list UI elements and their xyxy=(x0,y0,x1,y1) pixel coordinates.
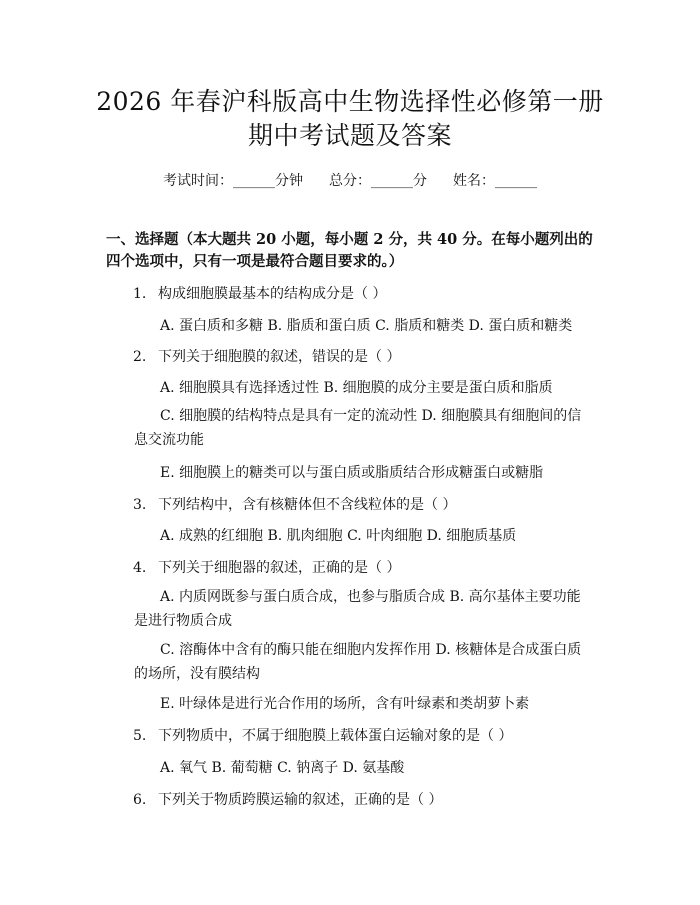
question xyxy=(133,789,442,809)
question-stem: 下列关于细胞器的叙述，正确的是（ ） xyxy=(158,560,401,576)
question-options: A. 氧气 B. 葡萄糖 C. 钠离子 D. 氨基酸 xyxy=(160,760,405,776)
question-stem: 下列关于物质跨膜运输的叙述，正确的是（ ） xyxy=(158,792,443,808)
total-score-field: 总分：______分 xyxy=(329,173,427,189)
question-stem: 下列结构中，含有核糖体但不含线粒体的是（ ） xyxy=(158,497,457,513)
question-stem: 下列关于细胞膜的叙述，错误的是（ ） xyxy=(158,349,401,365)
question xyxy=(133,283,386,303)
question-options: C. 溶酶体中含有的酶只能在细胞内发挥作用 D. 核糖体是合成蛋白质的场所，没有膜结构 xyxy=(134,642,582,682)
question-stem: 构成细胞膜最基本的结构成分是（ ） xyxy=(158,286,387,302)
question-number: 5. xyxy=(133,728,147,744)
question-options: A. 蛋白质和多糖 B. 脂质和蛋白质 C. 脂质和糖类 D. 蛋白质和糖类 xyxy=(160,318,573,334)
question-number: 1. xyxy=(133,286,147,302)
student-name-field: 姓名：______ xyxy=(453,173,537,189)
question xyxy=(133,494,456,514)
question xyxy=(133,557,400,577)
question xyxy=(133,725,512,745)
section-heading: 一、选择题（本大题共 20 小题，每小题 2 分，共 40 分。在每小题列出的四个选项中，只有一项是最符合题目要求的。） xyxy=(106,231,593,270)
question-number: 4. xyxy=(133,560,147,576)
question-options: A. 细胞膜具有选择透过性 B. 细胞膜的成分主要是蛋白质和脂质 xyxy=(160,380,553,396)
question-stem: 下列物质中，不属于细胞膜上载体蛋白运输对象的是（ ） xyxy=(158,728,513,744)
question-options: A. 内质网既参与蛋白质合成，也参与脂质合成 B. 高尔基体主要功能是进行物质合成 xyxy=(134,589,581,629)
exam-title-line2: 期中考试题及答案 xyxy=(247,121,452,150)
question-number: 6. xyxy=(133,792,147,808)
question-number: 3. xyxy=(133,497,147,513)
question xyxy=(133,346,400,366)
exam-time-field: 考试时间：______分钟 xyxy=(163,173,303,189)
question-options: A. 成熟的红细胞 B. 肌肉细胞 C. 叶肉细胞 D. 细胞质基质 xyxy=(160,528,517,544)
question-number: 2. xyxy=(133,349,147,365)
exam-meta xyxy=(0,170,700,190)
exam-title-line1: 2026 年春沪科版高中生物选择性必修第一册 xyxy=(96,87,604,116)
question-options: C. 细胞膜的结构特点是具有一定的流动性 D. 细胞膜具有细胞间的信息交流功能 xyxy=(134,408,582,448)
question-options: E. 叶绿体是进行光合作用的场所，含有叶绿素和类胡萝卜素 xyxy=(160,696,530,712)
question-options: E. 细胞膜上的糖类可以与蛋白质或脂质结合形成糖蛋白或糖脂 xyxy=(160,465,544,481)
